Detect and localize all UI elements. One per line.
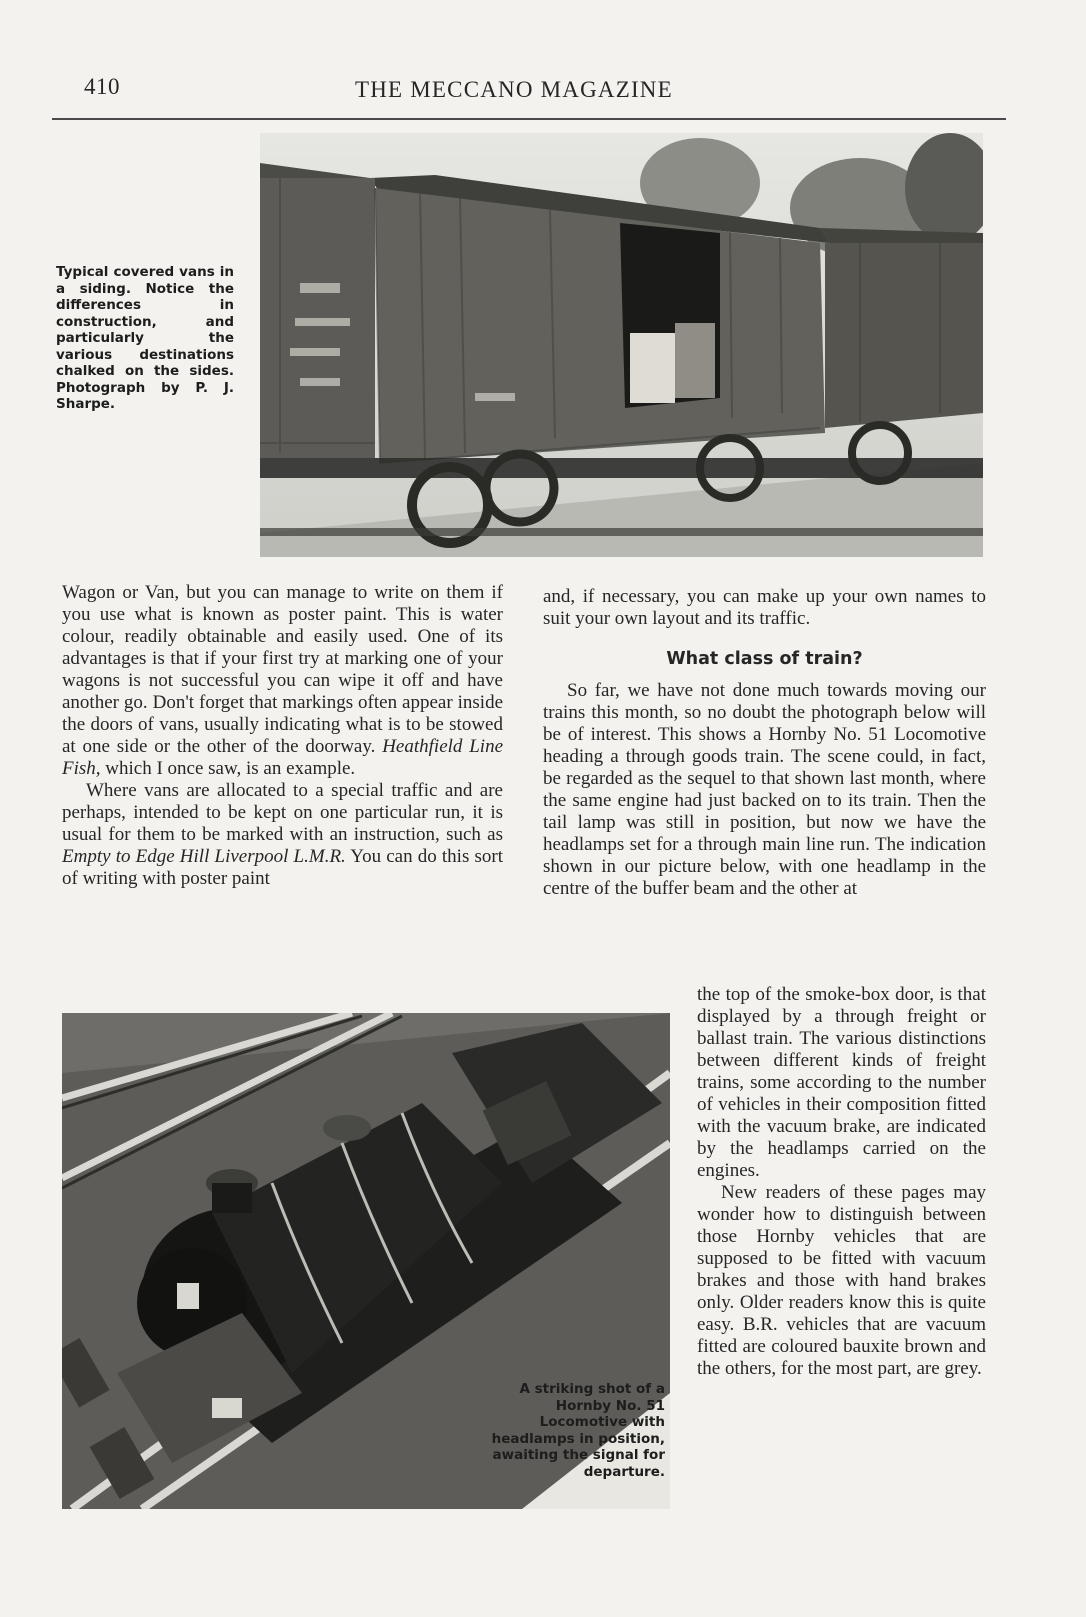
- covered-vans-photo: [260, 133, 983, 557]
- paragraph: New readers of these pages may wonder how to distinguish between those Hornby vehicles that are supposed to be fitted with vacuum brakes and those with hand brakes only. Older readers know this is quite easy. B.R. vehicles that are vacuum fitted are coloured bauxite brown and the others, for the most part, are grey.: [697, 1182, 986, 1379]
- paragraph: the top of the smoke-box door, is that displayed by a through freight or ballast train. The various distinctions between different kinds of freight trains, some according to the number of vehicles in their composition fitted with the vacuum brake, are indicated by the headlamps carried on the engines.: [697, 984, 986, 1181]
- column-right: [543, 586, 986, 900]
- paragraph: So far, we have not done much towards moving our trains this month, so no doubt the photograph below will be of interest. This shows a Hornby No. 51 Locomotive heading a through goods train. The scene could, in fact, be regarded as the sequel to that shown last month, where the same engine had just backed on to its train. Then the tail lamp was still in position, but now we have the headlamps set for a through main line run. The indication shown in our picture below, with one headlamp in the centre of the buffer beam and the other at: [543, 680, 986, 899]
- page-number: 410: [84, 74, 120, 99]
- italic-run: Empty to Edge Hill Liverpool L.M.R.: [62, 846, 346, 867]
- text-run: which I once saw, is an example.: [100, 758, 356, 779]
- header-rule: [52, 118, 1006, 120]
- italic-run: Heathfield Line Fish,: [62, 736, 503, 779]
- paragraph: and, if necessary, you can make up your own names to suit your own layout and its traffic.: [543, 586, 986, 629]
- column-narrow: [697, 984, 986, 1380]
- text-run: You can do this sort of writing with poster paint: [62, 846, 503, 889]
- section-heading: What class of train?: [666, 649, 863, 669]
- paragraph: [62, 780, 503, 890]
- paragraph: [62, 582, 503, 780]
- text-run: Wagon or Van, but you can manage to write on them if you use what is known as poster paint. This is water colour, readily obtainable and easily used. One of its advantages is that if your first try at marking one of your wagons is not successful you can wipe it off and have another go. Don't forget that markings often appear inside the doors of vans, usually indicating what is to be stowed at one side or the other of the doorway.: [62, 582, 503, 757]
- figure1-caption: Typical covered vans in a siding. Notice the differences in construction, and particularly the various destinations chalked on the sides. Photograph by P. J. Sharpe.: [56, 264, 234, 412]
- text-run: Where vans are allocated to a special traffic and are perhaps, intended to be kept on one particular run, it is usual for them to be marked with an instruction, such as: [62, 780, 503, 845]
- running-title: THE MECCANO MAGAZINE: [355, 77, 673, 102]
- figure2-caption: A striking shot of a Hornby No. 51 Locomotive with headlamps in position, awaiting the signal for departure.: [491, 1381, 665, 1480]
- column-left: [62, 582, 503, 890]
